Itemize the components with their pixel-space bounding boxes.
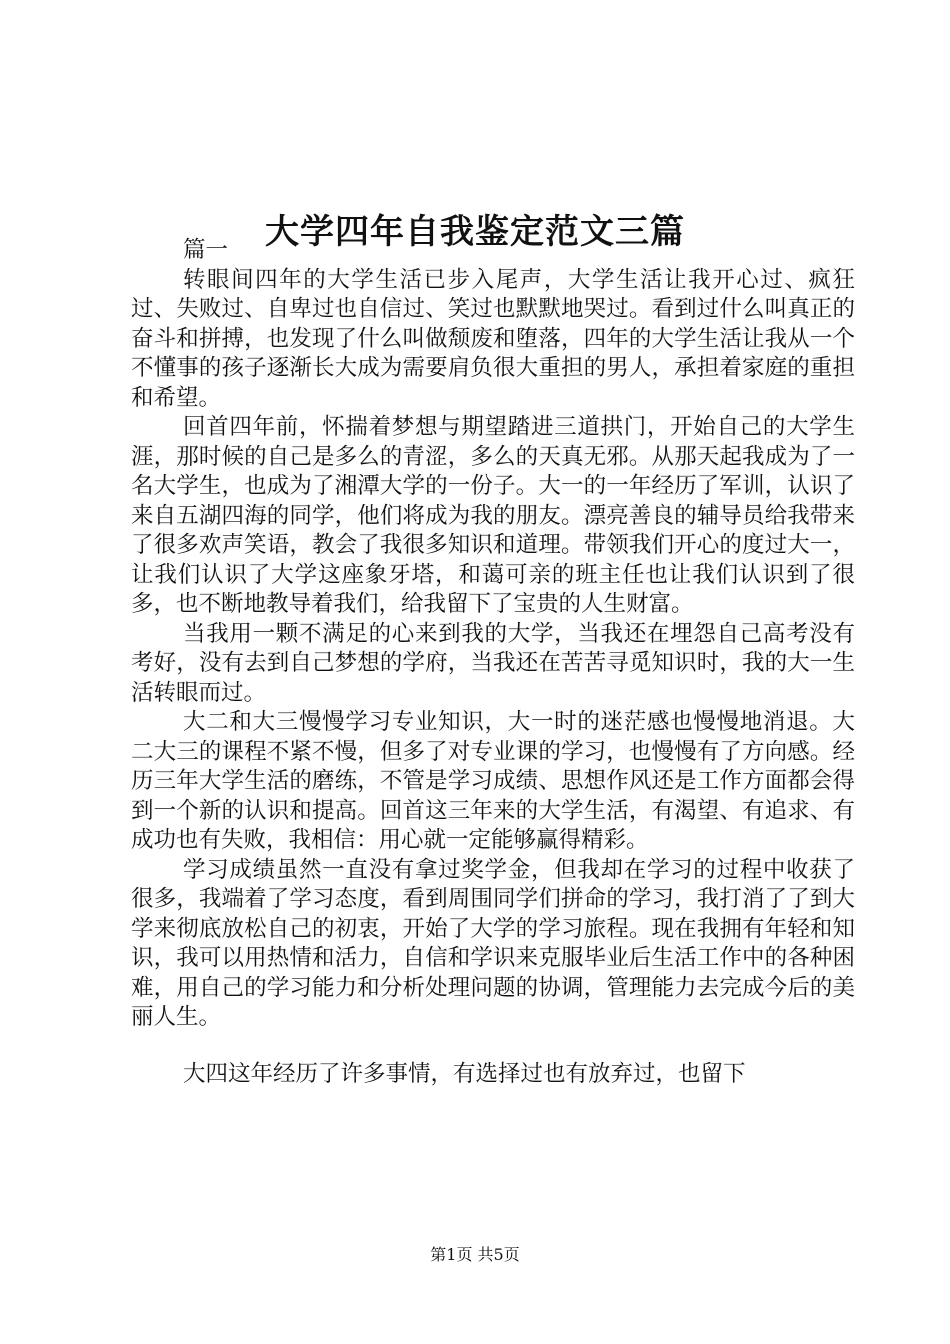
paragraph-5: 学习成绩虽然一直没有拿过奖学金，但我却在学习的过程中收获了很多，我端着了学习态度，看到周围同学们拼命的学习，我打消了了到大学来彻底放松自己的初衷，开始了大学的学习旅程。现在我拥有年轻和知识，我可以用热情和活力，自信和学识来克服毕业后生活工作中的各种困难，用自己的学习能力和分析处理问题的协调，管理能力去完成今后的美丽人生。 xyxy=(131,856,855,1030)
document-title: 大学四年自我鉴定范文三篇 xyxy=(265,211,685,252)
section-heading: 篇一 xyxy=(183,237,229,263)
paragraph-spacer xyxy=(131,1033,855,1060)
paragraph-1: 转眼间四年的大学生活已步入尾声，大学生活让我开心过、疯狂过、失败过、自卑过也自信过、笑过也默默地哭过。看到过什么叫真正的奋斗和拼搏，也发现了什么叫做颓废和堕落，四年的大学生活让我从一个不懂事的孩子逐渐长大成为需要肩负很大重担的男人，承担着家庭的重担和希望。 xyxy=(131,266,855,411)
paragraph-2: 回首四年前，怀揣着梦想与期望踏进三道拱门，开始自己的大学生涯，那时候的自己是多么的青涩，多么的天真无邪。从那天起我成为了一名大学生，也成为了湘潭大学的一份子。大一的一年经历了军训，认识了来自五湖四海的同学，他们将成为我的朋友。漂亮善良的辅导员给我带来了很多欢声笑语，教会了我很多知识和道理。带领我们开心的度过大一，让我们认识了大学这座象牙塔，和蔼可亲的班主任也让我们认识到了很多，也不断地教导着我们，给我留下了宝贵的人生财富。 xyxy=(131,414,855,617)
paragraph-6: 大四这年经历了许多事情，有选择过也有放弃过，也留下 xyxy=(183,1060,746,1087)
page-footer: 第1页 共5页 xyxy=(430,1245,520,1264)
paragraph-4: 大二和大三慢慢学习专业知识，大一时的迷茫感也慢慢地消退。大二大三的课程不紧不慢，但多了对专业课的学习，也慢慢有了方向感。经历三年大学生活的磨练，不管是学习成绩、思想作风还是工作方面都会得到一个新的认识和提高。回首这三年来的大学生活，有渴望、有追求、有成功也有失败，我相信：用心就一定能够赢得精彩。 xyxy=(131,709,855,853)
document-body xyxy=(131,236,855,1089)
paragraph-3: 当我用一颗不满足的心来到我的大学，当我还在埋怨自己高考没有考好，没有去到自己梦想的学府，当我还在苦苦寻觅知识时，我的大一生活转眼而过。 xyxy=(131,620,855,706)
